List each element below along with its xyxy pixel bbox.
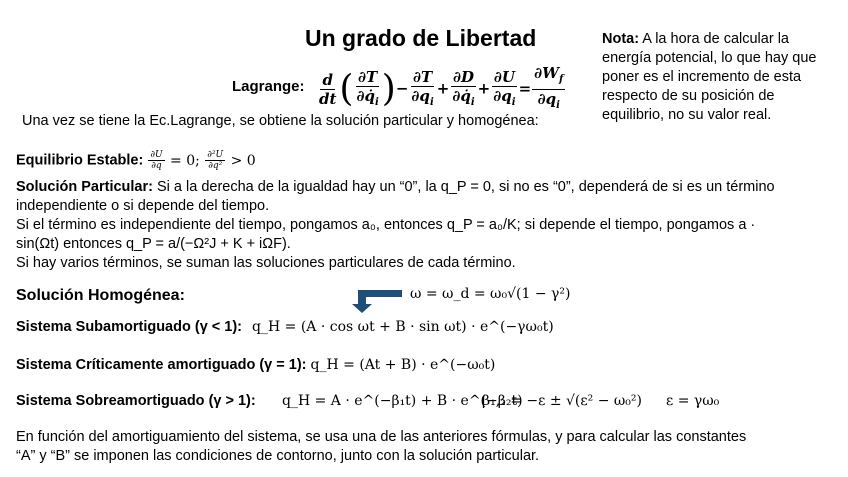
sub-row [16, 318, 554, 337]
equilibrium-label: Equilibrio Estable: [16, 152, 144, 169]
sub-equation: q_H = (A · cos ωt + B · sin ωt) · e^(−γω₀t) [252, 319, 554, 335]
footer-line2: “A” y “B” se imponen las condiciones de contorno, junto con la solución particular. [16, 448, 540, 464]
critical-row [16, 356, 495, 375]
critical-label: Sistema Críticamente amortiguado (γ = 1): [16, 357, 307, 373]
over-label: Sistema Sobreamortiguado (γ > 1): [16, 393, 256, 409]
lagrange-equation: $\frac{d}{dt}$ ( $\frac{\partial T}{\partial q̇_i}$ )− $\frac{\partial T}{\partial q_i}$ + $\frac{\partial D}{\partial q̇_i}$ + $\frac{\partial U}{\partial q_i}$ = $\frac{\partial W_f}{\partial q_i}$ [319, 64, 564, 111]
equilibrium-row [16, 150, 256, 171]
particular-label: Solución Particular: [16, 179, 153, 195]
page-title: Un grado de Libertad [305, 25, 537, 51]
arrow-icon [352, 288, 408, 314]
particular-line1: Solución Particular: Si a la derecha de la igualdad hay un “0”, la q_P = 0, si no es “0”, dependerá de si es un término [16, 179, 775, 195]
sub-label: Sistema Subamortiguado (γ < 1): [16, 319, 243, 335]
omega-equation: ω = ω_d = ω₀√(1 − γ²) [410, 286, 571, 302]
equilibrium-eq: $\frac{\partial U}{\partial q}$ = 0; $\frac{\text{∂²U}}{\text{∂q²}}$ > 0 [150, 150, 256, 171]
particular-block [16, 178, 816, 273]
critical-equation: q_H = (At + B) · e^(−ω₀t) [310, 357, 496, 373]
note-text: A la hora de calcular la energía potencial, lo que hay que poner es el incremento de esta respecto de su posición de equilibrio, no su valor real. [602, 31, 817, 123]
particular-line3: Si el término es independiente del tiempo, pongamos a₀, entonces q_P = a₀/K; si depende el tiempo, pongamos a · [16, 217, 756, 233]
particular-line4: sin(Ωt) entonces q_P = a/(−Ω²J + K + iΩF). [16, 236, 291, 252]
footer-line1: En función del amortiguamiento del sistema, se usa una de las anteriores fórmulas, y para calcular las constantes [16, 429, 747, 445]
lagrange-label: Lagrange: [232, 78, 305, 95]
over-equation: q_H = A · e^(−β₁t) + B · e^(−β₂t) [282, 393, 523, 409]
note-label: Nota: [602, 31, 640, 47]
particular-line2: independiente o si depende del tiempo. [16, 198, 270, 214]
epsilon-equation: ε = γω₀ [666, 393, 720, 409]
beta-equation: β₁,₂ = −ε ± √(ε² − ω₀²) [482, 393, 642, 409]
particular-line5: Si hay varios términos, se suman las soluciones particulares de cada término. [16, 255, 516, 271]
arrow-shape [352, 290, 402, 313]
note-box [602, 30, 834, 125]
homogeneous-label: Solución Homogénea: [16, 287, 185, 304]
footer-text [16, 428, 816, 466]
intro-text: Una vez se tiene la Ec.Lagrange, se obtiene la solución particular y homogénea: [22, 113, 539, 129]
